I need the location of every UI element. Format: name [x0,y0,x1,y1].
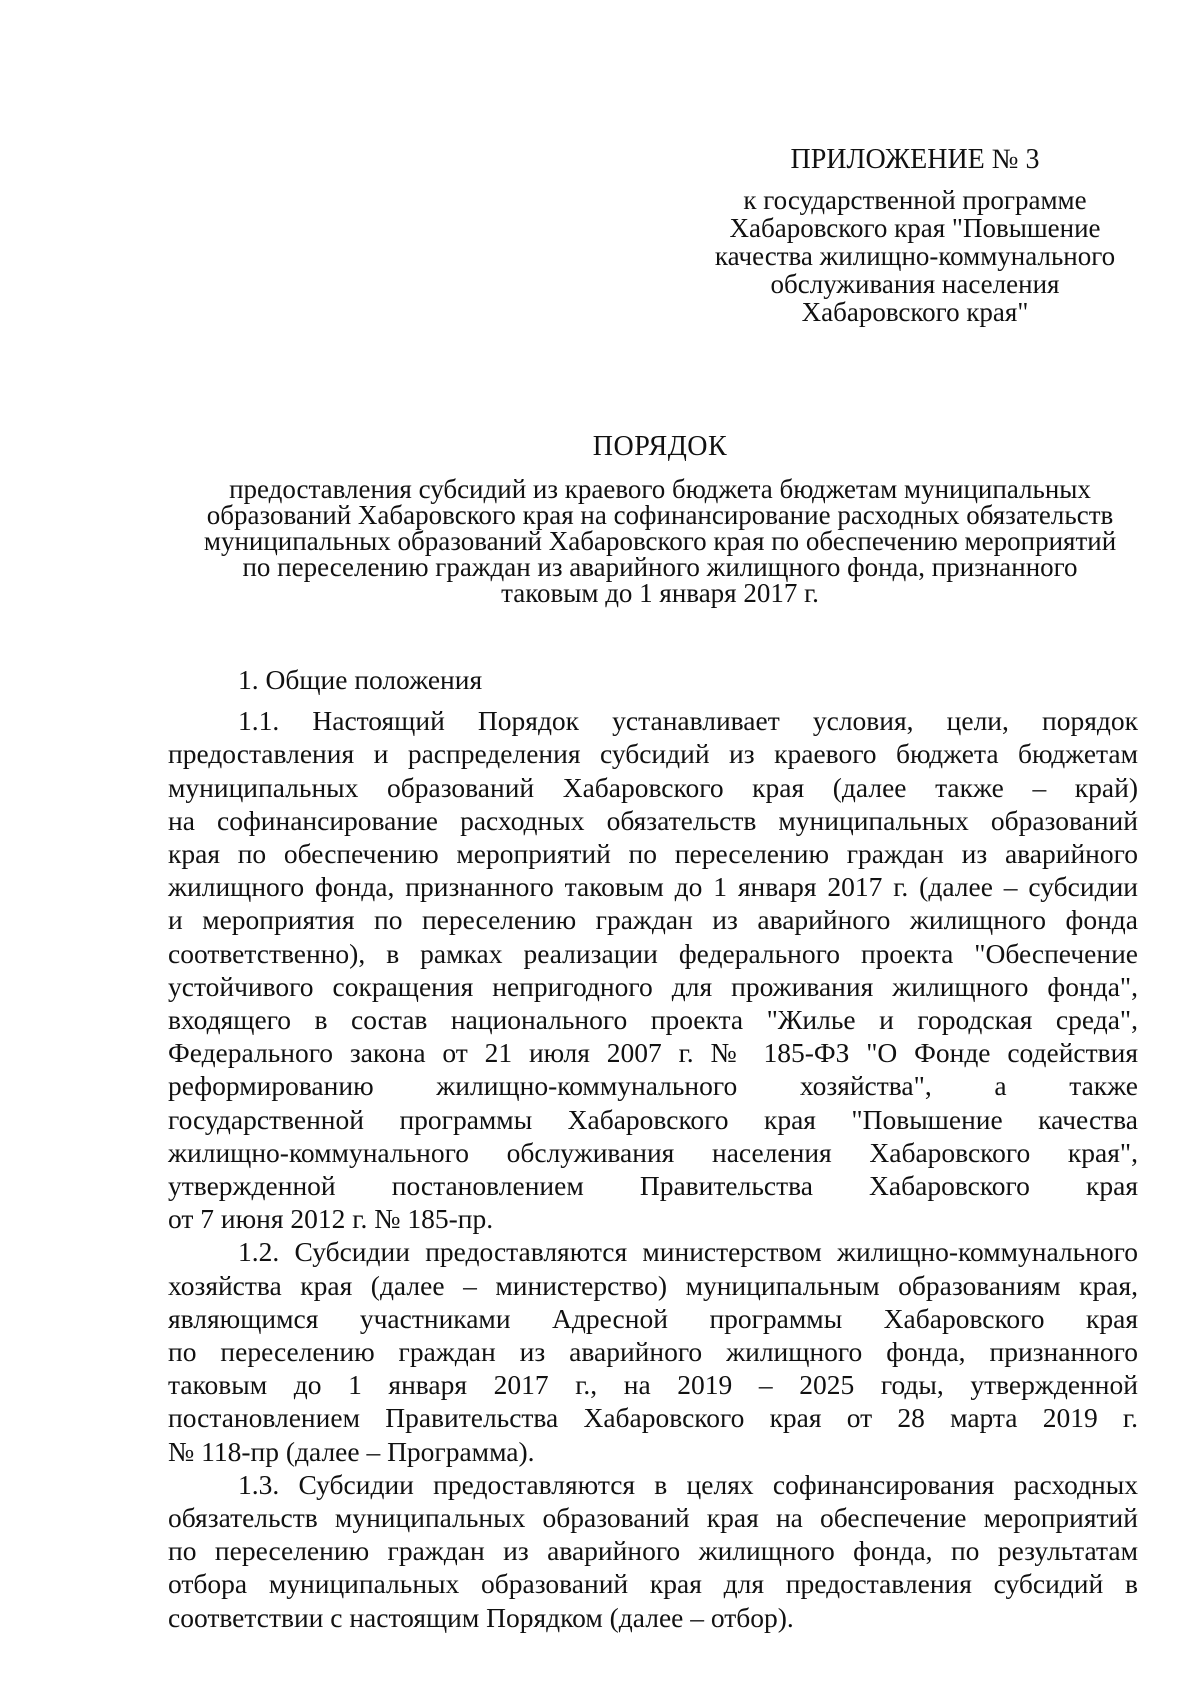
text-line: жилищного фонда, признанного таковым до 1 января 2017 г. (далее – субсидии [168,871,1138,903]
text-line: входящего в состав национального проекта "Жилье и городская среда", [168,1004,1138,1036]
text-line: реформированию жилищно-коммунального хозяйства", а также [168,1070,1138,1102]
document-subtitle-line: муниципальных образований Хабаровского края по обеспечению мероприятий [203,526,1117,556]
appendix-line: Хабаровского края" [801,297,1029,327]
text-line: муниципальных образований Хабаровского края (далее также – край) [168,771,1138,803]
text-line: Федерального закона от 21 июля 2007 г. № 185-ФЗ "О Фонде содействия [168,1037,1138,1069]
text-line: соответствии с настоящим Порядком (далее – отбор). [168,1601,794,1633]
text-line: государственной программы Хабаровского края "Повышение качества [168,1103,1138,1135]
document-subtitle-line: таковым до 1 января 2017 г. [501,578,819,608]
appendix-line: качества жилищно-коммунального [714,241,1116,271]
appendix-line: Хабаровского края "Повышение [729,213,1101,243]
text-line: от 7 июня 2012 г. № 185-пр. [168,1203,494,1235]
text-line: края по обеспечению мероприятий по переселению граждан из аварийного [168,838,1138,870]
text-line: хозяйства края (далее – министерство) муниципальным образованиям края, [168,1269,1138,1301]
document-body [168,663,1138,1634]
appendix-line: к государственной программе [743,185,1087,215]
document-subtitle-line: предоставления субсидий из краевого бюджета бюджетам муниципальных [229,474,1091,504]
text-line: по переселению граждан из аварийного жилищного фонда, по результатам [168,1535,1138,1567]
text-line: 1.1. Настоящий Порядок устанавливает условия, цели, порядок [238,705,1138,737]
text-line: являющимся участниками Адресной программы Хабаровского края [168,1302,1138,1334]
document-subtitle-line: по переселению граждан из аварийного жилищного фонда, признанного [242,552,1078,582]
text-line: 1.2. Субсидии предоставляются министерством жилищно-коммунального [238,1236,1138,1268]
text-line: по переселению граждан из аварийного жилищного фонда, признанного [168,1336,1138,1368]
text-line: отбора муниципальных образований края для предоставления субсидий в [168,1568,1138,1600]
appendix-line: обслуживания населения [770,269,1060,299]
text-line: № 118-пр (далее – Программа). [168,1435,535,1467]
paragraph-1-2 [168,1235,1138,1467]
appendix-title: ПРИЛОЖЕНИЕ № 3 [790,144,1040,175]
text-line: жилищно-коммунального обслуживания населения Хабаровского края", [168,1136,1138,1168]
paragraph-1-3 [168,1468,1138,1634]
text-line: 1.3. Субсидии предоставляются в целях софинансирования расходных [238,1468,1138,1500]
text-line: постановлением Правительства Хабаровского края от 28 марта 2019 г. [168,1402,1138,1434]
document-title-block [165,432,1155,606]
paragraph-1-1 [168,704,1138,1235]
appendix-header [700,146,1130,326]
document-title: ПОРЯДОК [592,431,728,462]
text-line: предоставления и распределения субсидий из краевого бюджета бюджетам [168,738,1138,770]
text-line: соответственно), в рамках реализации федерального проекта "Обеспечение [168,937,1138,969]
text-line: на софинансирование расходных обязательств муниципальных образований [168,804,1138,836]
section-heading: 1. Общие положения [238,664,483,695]
text-line: обязательств муниципальных образований края на обеспечение мероприятий [168,1502,1138,1534]
text-line: таковым до 1 января 2017 г., на 2019 – 2025 годы, утвержденной [168,1369,1138,1401]
text-line: и мероприятия по переселению граждан из аварийного жилищного фонда [168,904,1138,936]
document-subtitle-line: образований Хабаровского края на софинансирование расходных обязательств [206,500,1114,530]
text-line: утвержденной постановлением Правительства Хабаровского края [168,1170,1138,1202]
text-line: устойчивого сокращения непригодного для проживания жилищного фонда", [168,970,1138,1002]
